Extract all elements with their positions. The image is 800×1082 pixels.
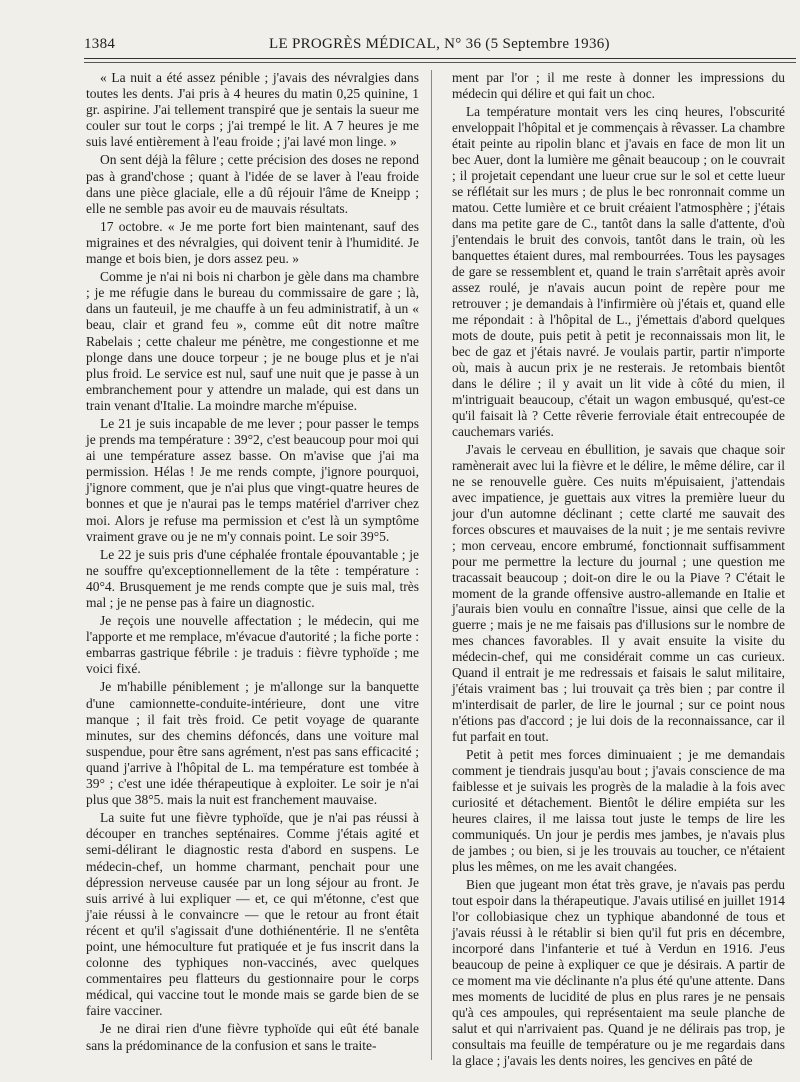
page-number: 1384 [84, 36, 116, 52]
paragraph: « La nuit a été assez pénible ; j'avais des névralgies dans toutes les dents. J'ai pris à 4 heures du matin 0,25 quinine, 1 gr. aspirine. J'ai tellement transpiré que je sentais la sueur me couler sur tout le corps ; j'ai trempé le lit. A 7 heures je me suis lavé entièrement à l'eau froide ; j'ai lavé mon linge. » [86, 70, 419, 150]
header-rule-bottom [84, 62, 796, 63]
paragraph: Je reçois une nouvelle affectation ; le médecin, qui me l'apporte et me remplace, m'évacue d'autorité ; la fiche porte : embarras gastrique fébrile : je traduis : fièvre typhoïde ; me voici fixé. [86, 613, 419, 677]
header-rule-top [84, 58, 796, 59]
paragraph: Bien que jugeant mon état très grave, je n'avais pas perdu tout espoir dans la thérapeutique. J'avais utilisé en juillet 1914 l'or collobiasique chez un typhique abandonné de tous et j'avais réussi à le rétablir si bien qu'il fut pris en décembre, incorporé dans l'infanterie et tué à Verdun en 1916. J'eus beaucoup de peine à expliquer ce que je désirais. A partir de ce moment ma vie déclinante n'a plus été qu'une attente. Dans mes moments de lucidité de plus en plus rares je ne pensais qu'à ces ampoules, qui représentaient ma seule planche de salut et qui n'arrivaient pas. Quand je ne délirais pas trop, je consultais ma feuille de température ou je me regardais dans la glace ; j'avais les dents noires, les gencives en pâté de [452, 877, 785, 1069]
right-column [452, 70, 785, 1071]
paragraph: On sent déjà la fêlure ; cette précision des doses ne repond pas à grand'chose ; quant à l'idée de se laver à l'eau froide dans une pièce glaciale, elle a dû réjouir l'âme de Kneipp ; elle ne semble pas avoir eu de mauvais résultats. [86, 152, 419, 216]
paragraph: Le 22 je suis pris d'une céphalée frontale épouvantable ; je ne souffre qu'exceptionnellement de la tête : température : 40°4. Brusquement je me rends compte que je suis mal, très mal ; je ne pense pas à faire un diagnostic. [86, 546, 419, 610]
paragraph: Le 21 je suis incapable de me lever ; pour passer le temps je prends ma température : 39°2, c'est beaucoup pour moi qui ai une température assez basse. On m'avise que j'ai ma permission. Hélas ! Je me rends compte, j'ignore pourquoi, j'ignore comment, que je n'ai plus que vingt-quatre heures de bonnes et que je n'aurai pas le temps matériel d'arriver chez moi. Alors je refuse ma permission et c'est là un symptôme vraiment grave ou je ne m'y connais point. Le soir 39°5. [86, 415, 419, 544]
paragraph: ment par l'or ; il me reste à donner les impressions du médecin qui délire et qui fait un choc. [452, 70, 785, 101]
paragraph: J'avais le cerveau en ébullition, je savais que chaque soir ramènerait avec lui la fièvre et le délire, le même délire, car il ne se renouvelle guère. Ces nuits m'épuisaient, j'attendais avec impatience, je guettais aux vitres la première lueur du jour d'un automne déclinant ; cette clarté me sauvait des forces obscures et mauvaises de la nuit ; je me sentais revivre ; mon cerveau, encore embrumé, fonctionnait suffisamment pour me permettre la lecture du journal ; une question me tracassait beaucoup ; doit-on dire le ou la Piave ? C'était le moment de la grande offensive austro-allemande en Italie et j'aurais bien voulu en connaître l'issue, ainsi que celle de la guerre ; mais je ne me faisais pas d'illusions sur le nombre de mes chances favorables. Il y avait ensuite la visite du médecin-chef, qui me considérait comme un cas curieux. Quand il entrait je me redressais et faisais le salut militaire, j'étais vraiment bas ; lui trouvait ça très bien ; par contre il m'interdisait de parler, de lire le journal ; sur ce point nous n'étions pas d'accord ; je lui dois de la reconnaissance, car il fut parfait en tout. [452, 441, 785, 745]
column-divider [431, 70, 432, 1060]
paragraph: Petit à petit mes forces diminuaient ; je me demandais comment je tiendrais jusqu'au bout ; j'avais conscience de ma faiblesse et je suivais les progrès de la maladie à la fois avec curiosité et détachement. Bientôt le délire empiéta sur les heures claires, il me laissa tout juste le temps de lire les communiqués. Un jour je perdis mes jambes, je n'avais plus de jambes ; ou bien, si je les trouvais au toucher, ce n'étaient plus les mêmes, on me les avait changées. [452, 747, 785, 875]
running-title: LE PROGRÈS MÉDICAL, N° 36 (5 Septembre 1936) [269, 36, 610, 52]
left-column [86, 70, 419, 1056]
paragraph: La suite fut une fièvre typhoïde, que je n'ai pas réussi à découper en tranches septénaires. Comme j'étais agité et semi-délirant le diagnostic resta d'abord en suspens. Le médecin-chef, un homme charmant, penchait pour une dépression nerveuse causée par un long séjour au front. Je suis arrivé à lui expliquer — et, ce qui m'étonne, c'est que j'aie réussi à le convaincre — que le retour au front était récent et qu'il s'agissait d'une dothiénentérie. Il ne s'entêta point, une hémoculture fut pratiquée et je fus inscrit dans la colonne des typhiques non-vaccinés, avec quelques commentaires peu flatteurs du gestionnaire pour le corps médical, qui vaccine tout le monde mais se garde bien de se faire vacciner. [86, 810, 419, 1019]
paragraph: La température montait vers les cinq heures, l'obscurité enveloppait l'hôpital et je commençais à rêvasser. La chambre était peinte au ripolin blanc et j'avais en face de mon lit un bec Auer, dont la lumière me gênait beaucoup ; on le couvrait ; il projetait cependant une lueur crue sur le sol et cette lueur se réflétait sur les murs ; de plus le bec ronronnait comme un matou. Cette lumière et ce bruit créaient l'atmosphère ; j'étais dans ma petite gare de C., tantôt dans la salle d'attente, d'où j'entendais le bruit des convois, tantôt dans le train, où les banquettes étaient dures, mal rembourrées. Tous les paysages de gare se ressemblent et, quand le train s'arrêtait après avoir assez roulé, je n'avais aucun point de repère pour me retrouver ; je demandais à l'infirmière où j'étais et, quand elle me répondait : à l'hôpital de L., j'émettais d'abord quelques mots de doute, puis petit à petit je reconnaissais mon lit, le bec de gaz et j'étais navré. Je voulais partir, partir n'importe où, mais à aucun prix je ne resterais. Je retombais bientôt dans le délire ; il y avait un lit vide à côté du mien, il m'intriguait beaucoup, c'était un wagon embusqué, qu'est-ce qu'il faisait là ? Cette rêverie ferroviale était entrecoupée de cauchemars variés. [452, 103, 785, 439]
paragraph: Comme je n'ai ni bois ni charbon je gèle dans ma chambre ; je me réfugie dans le bureau du commissaire de gare ; là, dans un fauteuil, je me chauffe à un feu administratif, à un « beau, clair et grand feu », comme eût dit notre maître Rabelais ; cette chaleur me pénètre, me congestionne et me plonge dans une douce torpeur ; je ne bouge plus et je n'ai plus froid. Le service est nul, sauf une nuit que je passe à un embranchement pour y attendre un malade, qui est dans un train venant d'Italie. La moindre marche m'épuise. [86, 269, 419, 413]
paragraph: Je ne dirai rien d'une fièvre typhoïde qui eût été banale sans la prédominance de la confusion et sans le traite- [86, 1021, 419, 1053]
paragraph: 17 octobre. « Je me porte fort bien maintenant, sauf des migraines et des névralgies, qui doivent tenir à l'humidité. Je mange et bois bien, je dors assez peu. » [86, 218, 419, 267]
paragraph: Je m'habille péniblement ; je m'allonge sur la banquette d'une camionnette-conduite-intérieure, dont une vitre manque ; il fait très froid. Ce petit voyage de quarante minutes, sur des chemins défoncés, dans une voiture mal suspendue, pour être sans agrément, n'est pas sans efficacité ; quand j'arrive à l'hôpital de L. ma température est tombée à 39° ; c'est une idée thérapeutique à exploiter. Le soir je n'ai plus que 38°5. mais la nuit est franchement mauvaise. [86, 679, 419, 808]
